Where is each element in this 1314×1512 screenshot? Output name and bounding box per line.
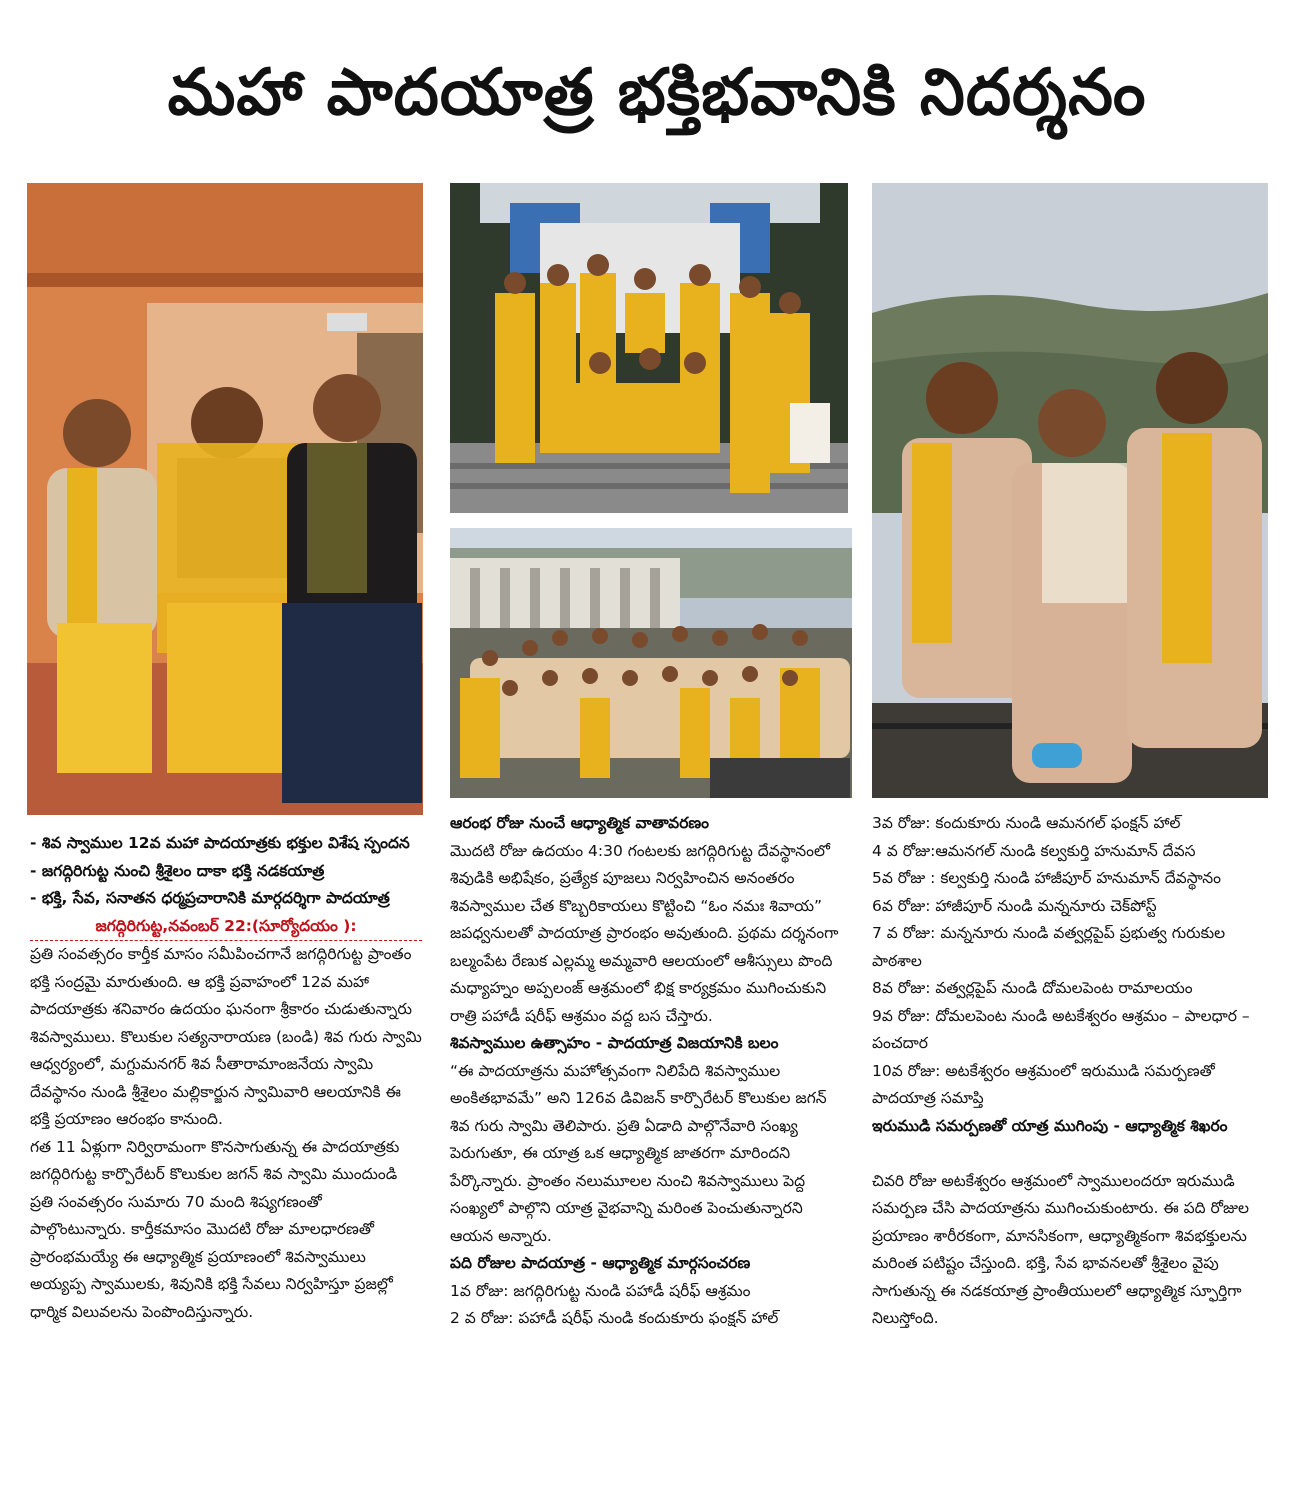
article-column-1: [30, 830, 422, 1326]
itinerary-day: 8వ రోజు: వత్వర్లపైప్ నుండి దోమలపెంట రామాలయం: [872, 979, 1193, 997]
photo-three-devotees-temple: [27, 183, 423, 815]
itinerary-day: 2 వ రోజు: పహాడీ షరీఫ్ నుండి కందుకూరు ఫంక్షన్ హాల్: [450, 1309, 779, 1327]
photo-group-temple-steps: [450, 183, 848, 513]
subhead-1: - శివ స్వాముల 12వ మహా పాదయాత్రకు భక్తుల విశేష స్పందన: [30, 834, 410, 852]
itinerary-day: 5వ రోజు : కల్వకుర్తి నుండి హాజీపూర్ హనుమాన్ దేవస్థానం: [872, 869, 1221, 887]
itinerary-day: 3వ రోజు: కందుకూరు నుండి ఆమనగల్ ఫంక్షన్ హాల్: [872, 814, 1181, 832]
photo-group-at-dam: [450, 528, 852, 798]
itinerary-day: 10వ రోజు: అటకేశ్వరం ఆశ్రమంలో ఇరుముడి సమర్పణతో పాదయాత్ర సమాప్తి: [872, 1061, 1215, 1107]
paragraph: మొదటి రోజు ఉదయం 4:30 గంటలకు జగద్గిరిగుట్ట దేవస్థానంలో శివుడికి అభిషేకం, ప్రత్యేక పూజలు నిర్వహించిన అనంతరం శివస్వాముల చేత కొబ్బరికాయలు కొట్టించి “ఓం నమః శివాయ” జపధ్వనులతో పాదయాత్ర ప్రారంభం అవుతుంది. ప్రథమ దర్శనంగా బల్మంపేట రేణుక ఎల్లమ్మ అమ్మవారి ఆలయంలో ఆశీస్సులు పొంది మధ్యాహ్నం అప్పలంజ్ ఆశ్రమంలో భిక్ష కార్యక్రమం ముగించుకుని రాత్రి పహాడీ షరీఫ్ ఆశ్రమం వద్ద బస చేస్తారు.: [450, 841, 839, 1025]
subhead-2: - జగద్గిరిగుట్ట నుంచి శ్రీశైలం దాకా భక్తి నడకయాత్ర: [30, 861, 325, 880]
section-heading: పది రోజుల పాదయాత్ర - ఆధ్యాత్మిక మార్గసంచరణ: [450, 1254, 751, 1272]
section-heading: ఆరంభ రోజు నుంచే ఆధ్యాత్మిక వాతావరణం: [450, 814, 710, 832]
subhead-3: - భక్తి, సేవ, సనాతన ధర్మప్రచారానికి మార్గదర్శిగా పాదయాత్ర: [30, 889, 390, 907]
paragraph: ప్రతి సంవత్సరం కార్తీక మాసం సమీపించగానే జగద్గిరిగుట్ట ప్రాంతం భక్తి సంద్రమై మారుతుంది. ఆ భక్తి ప్రవాహంలో 12వ మహా పాదయాత్రకు శనివారం ఉదయం ఘనంగా శ్రీకారం చుడుతున్నారు శివస్వాములు. కొలుకుల సత్యనారాయణ (బండి) శివ గురు స్వామి ఆధ్వర్యంలో, మగ్దుమనగర్ శివ సీతారామాంజనేయ స్వామి దేవస్థానం నుండి శ్రీశైలం మల్లికార్జున స్వామివారి ఆలయానికి ఈ భక్తి ప్రయాణం ఆరంభం కానుంది.: [30, 945, 422, 1128]
section-heading: శివస్వాముల ఉత్సాహం - పాదయాత్ర విజయానికి బలం: [450, 1034, 779, 1052]
paragraph: చివరి రోజు అటకేశ్వరం ఆశ్రమంలో స్వాములందరూ ఇరుముడి సమర్పణ చేసి పాదయాత్రను ముగించుకుంటారు. ఈ పది రోజుల ప్రయాణం శారీరకంగా, మానసికంగా, ఆధ్యాత్మికంగా శివభక్తులను మరింత పటిష్టం చేస్తుంది. భక్తి, సేవ భావనలతో శ్రీశైలం వైపు సాగుతున్న ఈ నడకయాత్ర ప్రాంతీయులలో ఆధ్యాత్మిక స్ఫూర్తిగా నిలుస్తోంది.: [872, 1171, 1249, 1327]
itinerary-day: 4 వ రోజు:ఆమనగల్ నుండి కల్వకుర్తి హనుమాన్ దేవస: [872, 841, 1196, 860]
section-heading: ఇరుముడి సమర్పణతో యాత్ర ముగింపు - ఆధ్యాత్మిక శిఖరం: [872, 1116, 1228, 1135]
itinerary-day: 6వ రోజు: హాజీపూర్ నుండి మన్ననూరు చెక్‌పోస్ట్: [872, 896, 1157, 915]
article-column-3: [872, 810, 1272, 1333]
itinerary-day: 7 వ రోజు: మన్ననూరు నుండి వత్వర్లపైప్ ప్రభుత్వ గురుకుల పాఠశాల: [872, 924, 1226, 970]
article-column-2: [450, 810, 850, 1333]
dateline: జగద్గిరిగుట్ట,నవంబర్ 22:(సూర్యోదయం ):: [30, 913, 422, 942]
paragraph: గత 11 ఏళ్లుగా నిర్విరామంగా కొనసాగుతున్న ఈ పాదయాత్రకు జగద్గిరిగుట్ట కార్పొరేటర్ కొలుకుల జగన్ శివ స్వామి ముందుండి ప్రతి సంవత్సరం సుమారు 70 మంది శిష్యగణంతో పాల్గొంటున్నారు. కార్తీకమాసం మొదటి రోజు మాలధారణతో ప్రారంభమయ్యే ఈ ఆధ్యాత్మిక ప్రయాణంలో శివస్వాములు అయ్యప్ప స్వాములకు, శివునికి భక్తి సేవలు నిర్వహిస్తూ ప్రజల్లో ధార్మిక విలువలను పెంపొందిస్తున్నారు.: [30, 1137, 400, 1321]
spacer: [872, 1140, 1272, 1168]
itinerary-day: 1వ రోజు: జగద్గిరిగుట్ట నుండి పహాడీ షరీఫ్ ఆశ్రమం: [450, 1281, 751, 1300]
itinerary-day: 9వ రోజు: దోమలపెంట నుండి అటకేశ్వరం ఆశ్రమం – పాలధార – పంచదార: [872, 1006, 1250, 1052]
paragraph: “ఈ పాదయాత్రను మహోత్సవంగా నిలిపేది శివస్వాముల అంకితభావమే” అని 126వ డివిజన్ కార్పొరేటర్ కొలుకుల జగన్ శివ గురు స్వామి తెలిపారు. ప్రతి ఏడాది పాల్గొనేవారి సంఖ్య పెరుగుతూ, ఈ యాత్ర ఒక ఆధ్యాత్మిక జాతరగా మారిందని పేర్కొన్నారు. ప్రాంతం నలుమూలల నుంచి శివస్వాములు పెద్ద సంఖ్యలో పాల్గొని యాత్ర వైభవాన్ని మరింత పెంచుతున్నారని ఆయన అన్నారు.: [450, 1061, 827, 1245]
photo-three-devotees-hill: [872, 183, 1268, 798]
headline: మహా పాదయాత్ర భక్తిభవానికి నిదర్శనం: [167, 56, 1147, 130]
